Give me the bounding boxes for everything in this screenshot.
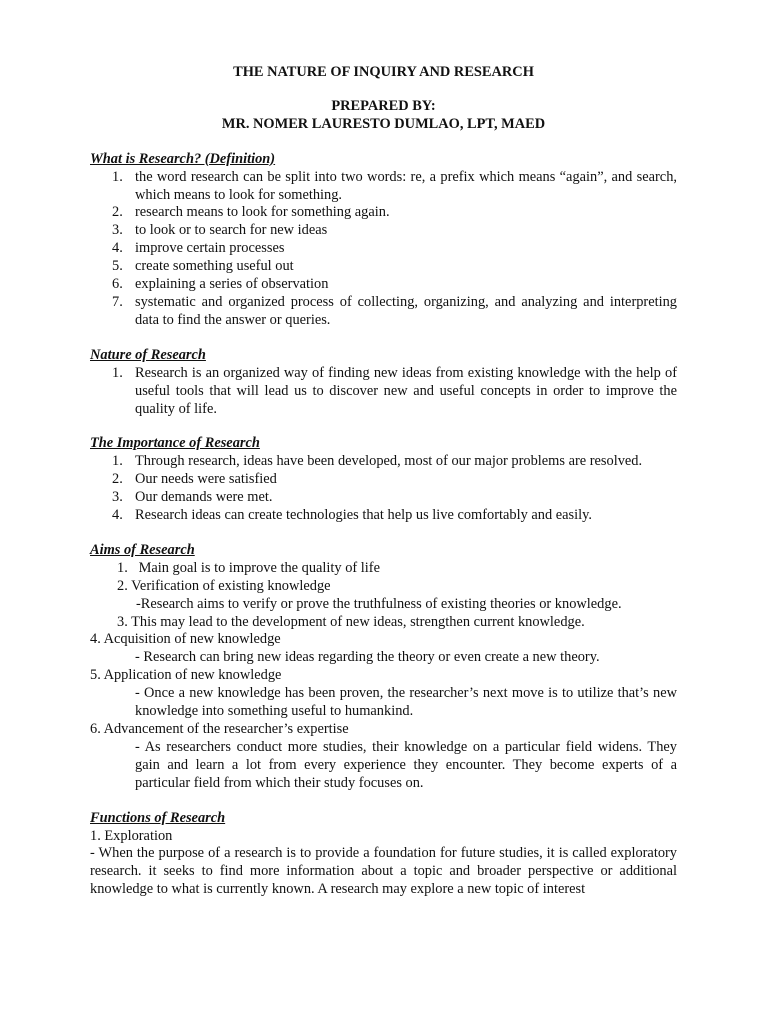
list-item: 2. Our needs were satisfied	[112, 471, 277, 488]
heading-aims: Aims of Research	[90, 541, 195, 558]
document-title: THE NATURE OF INQUIRY AND RESEARCH	[233, 64, 534, 80]
aims-item-6-desc: - As researchers conduct more studies, their knowledge on a particular field widens. They gain and learn a lot from every experience they encounter. They become experts of a particular field from which their study focuses on.	[135, 738, 677, 791]
list-item: 7. systematic and organized process of collecting, organizing, and analyzing and interpreting data to find the answer or queries.	[112, 293, 677, 328]
list-item: 6. explaining a series of observation	[112, 276, 329, 293]
heading-nature: Nature of Research	[90, 346, 206, 363]
list-item: 2. research means to look for something again.	[112, 204, 390, 221]
list-item: 1. the word research can be split into two words: re, a prefix which means “again”, and search, which means to look for something.	[112, 168, 677, 203]
aims-item-5-desc: - Once a new knowledge has been proven, the researcher’s next move is to utilize that’s new knowledge into something useful to humankind.	[135, 685, 677, 720]
aims-item-5: 5. Application of new knowledge	[90, 667, 282, 684]
document-body	[90, 64, 677, 916]
aims-item-4-desc: - Research can bring new ideas regarding the theory or even create a new theory.	[135, 649, 600, 666]
section-importance	[90, 435, 677, 525]
section-aims	[90, 542, 677, 793]
aims-item-3: 3. This may lead to the development of new ideas, strengthen current knowledge.	[117, 613, 585, 630]
aims-item-2-desc: -Research aims to verify or prove the truthfulness of existing theories or knowledge.	[136, 595, 622, 612]
list-item: 1. Through research, ideas have been developed, most of our major problems are resolved.	[112, 453, 643, 470]
functions-item-1-desc: - When the purpose of a research is to provide a foundation for future studies, it is called exploratory research. it seeks to find more information about a topic and broader perspective or additional knowledge to what is currently known. A research may explore a new topic of interest	[90, 845, 677, 898]
list-item: 4. Research ideas can create technologies that help us live comfortably and easily.	[112, 507, 592, 524]
section-functions	[90, 810, 677, 900]
author-name: MR. NOMER LAURESTO DUMLAO, LPT, MAED	[221, 115, 546, 132]
list-item: 1. Research is an organized way of finding new ideas from existing knowledge with the help of useful tools that will lead us to discover new and useful concepts in order to improve the quality of life.	[112, 364, 677, 417]
functions-item-1: 1. Exploration	[90, 827, 173, 844]
aims-item-4: 4. Acquisition of new knowledge	[90, 631, 281, 648]
list-item: 5. create something useful out	[112, 258, 294, 275]
definition-list	[90, 169, 677, 330]
list-item: 3. Our demands were met.	[112, 489, 273, 506]
section-definition	[90, 151, 677, 330]
prepared-by-label: PREPARED BY:	[331, 97, 436, 114]
list-item: 4. improve certain processes	[112, 240, 285, 257]
importance-list	[90, 453, 677, 525]
aims-item-1: 1. Main goal is to improve the quality of life	[117, 559, 380, 576]
aims-item-2: 2. Verification of existing knowledge	[117, 577, 331, 594]
list-item: 3. to look or to search for new ideas	[112, 222, 328, 239]
heading-definition: What is Research? (Definition)	[90, 150, 276, 167]
heading-functions: Functions of Research	[90, 809, 226, 826]
aims-item-6: 6. Advancement of the researcher’s expertise	[90, 721, 349, 737]
nature-list	[90, 365, 677, 419]
heading-importance: The Importance of Research	[90, 435, 260, 452]
section-nature	[90, 347, 677, 419]
